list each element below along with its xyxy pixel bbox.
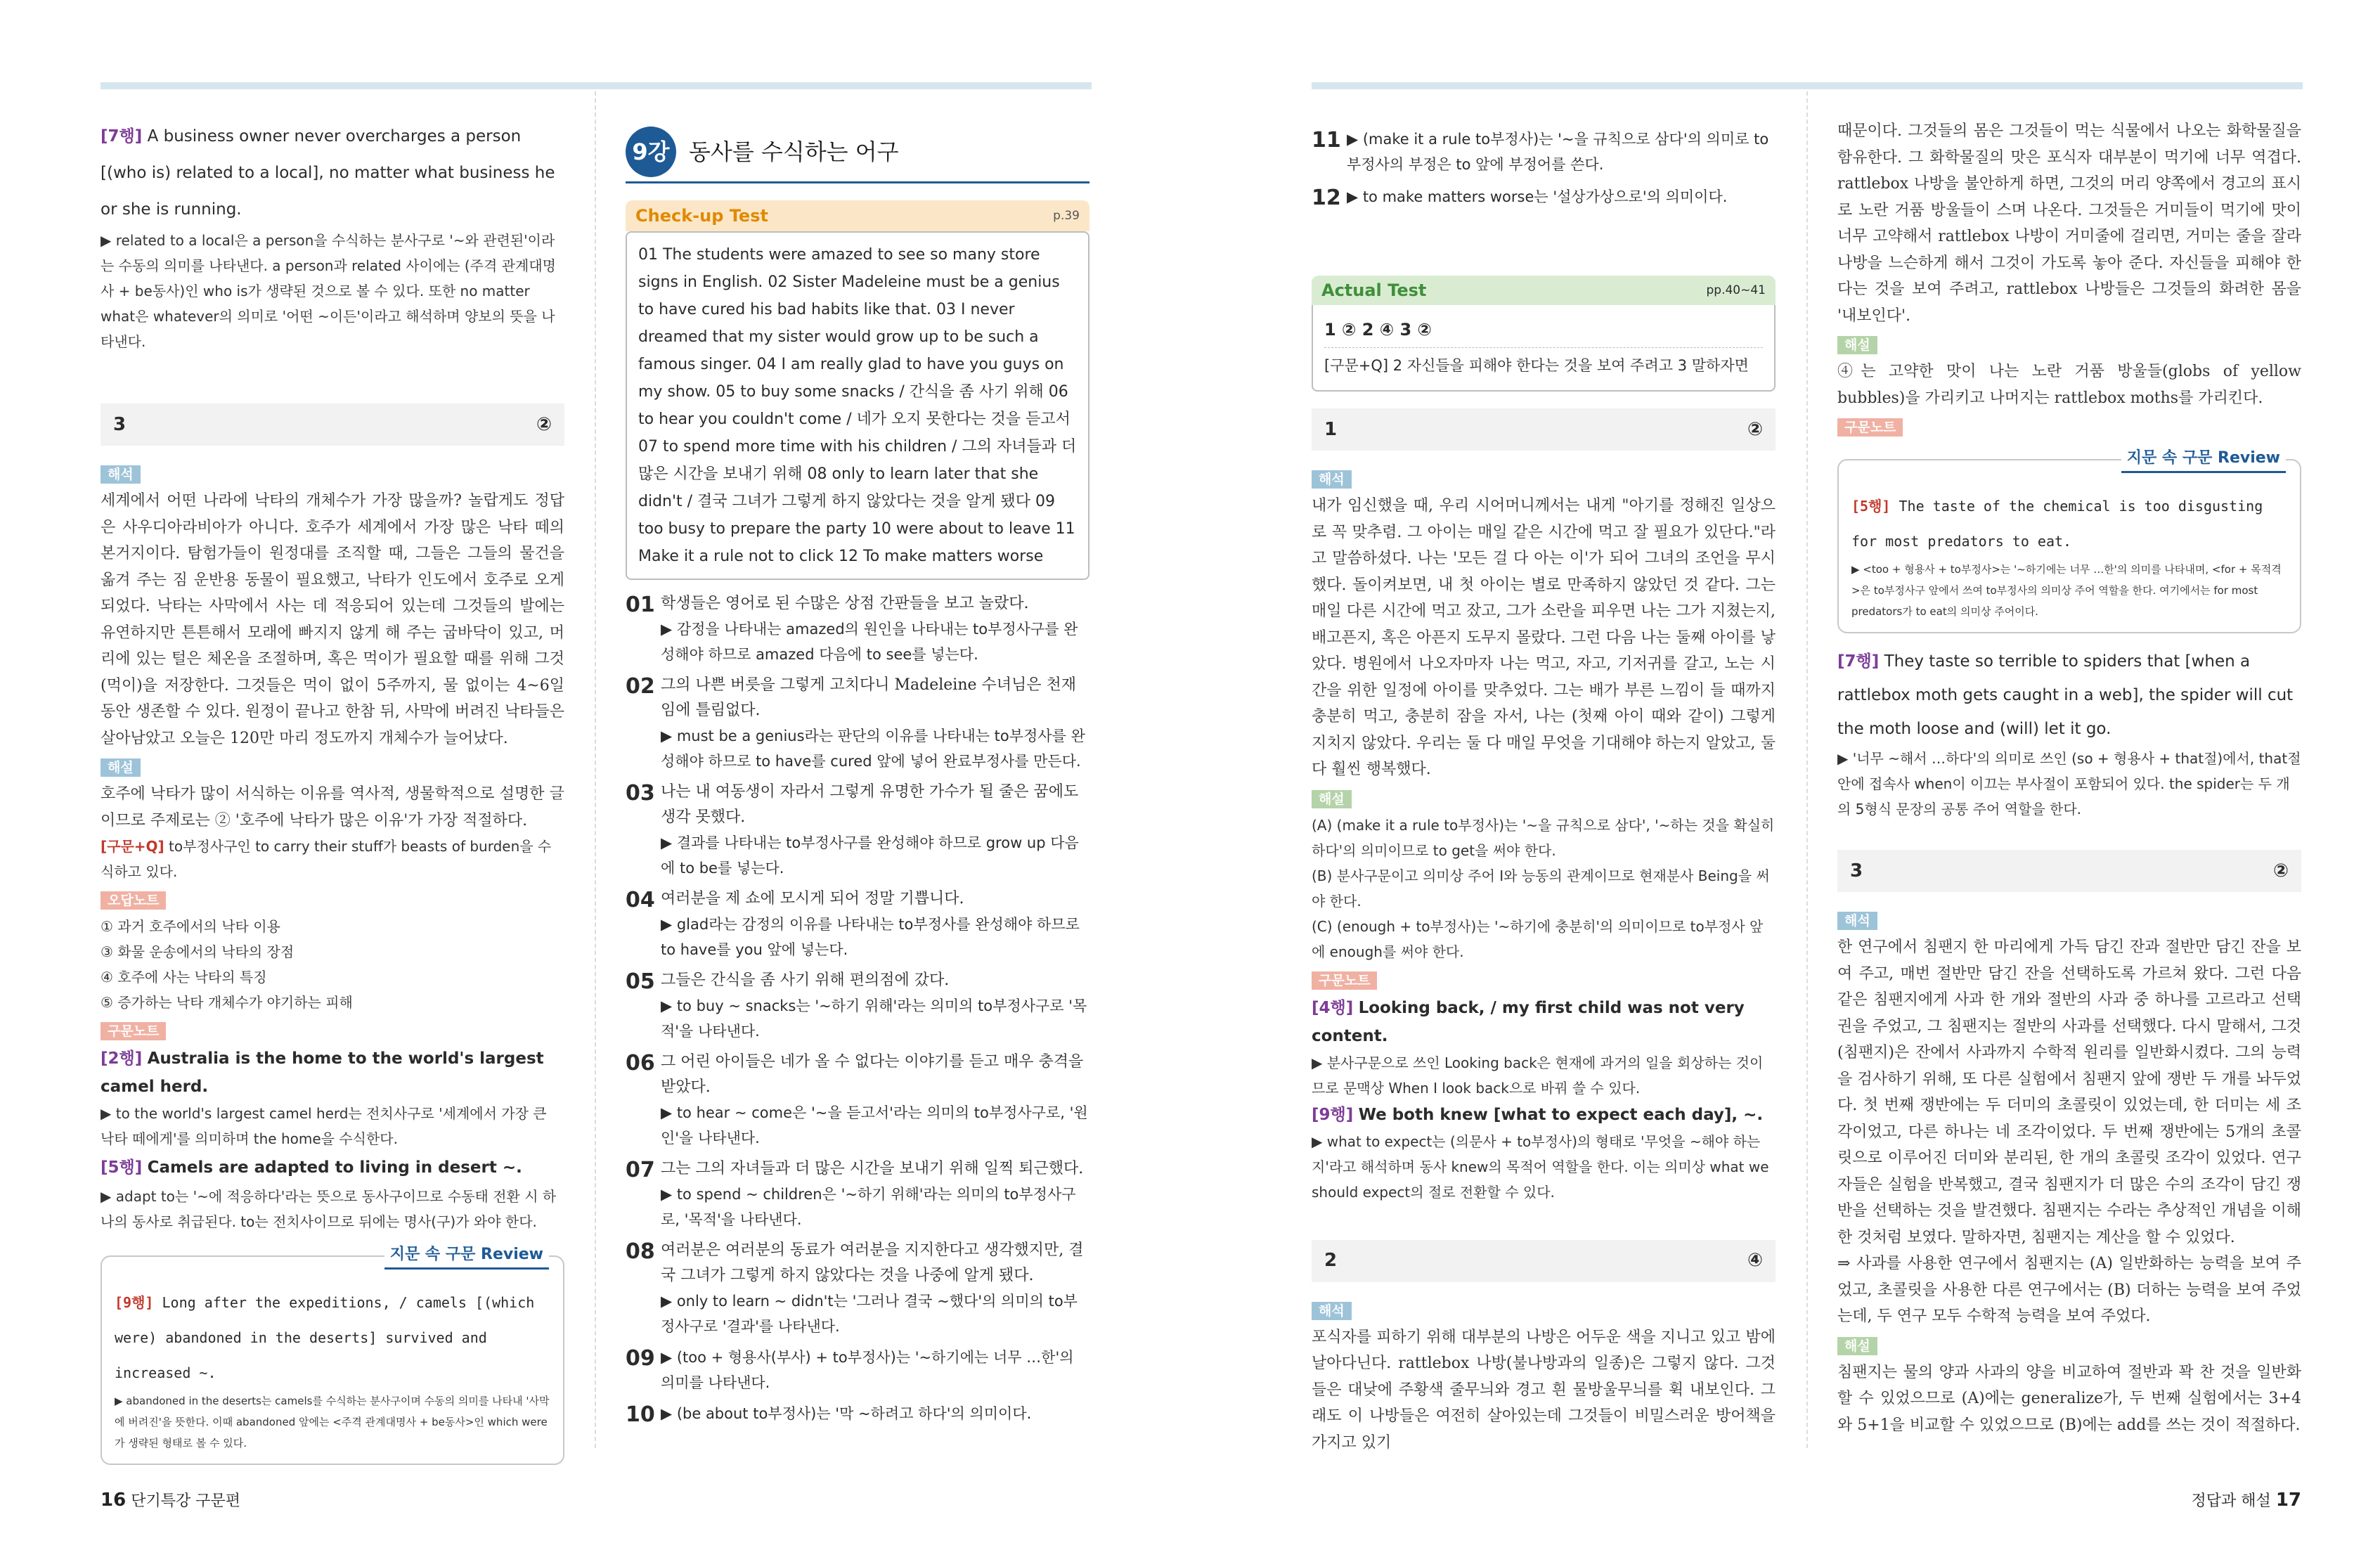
explain-tag: 해석 bbox=[1312, 1302, 1352, 1320]
item-translation: 그는 그의 자녀들과 더 많은 시간을 보내기 위해 일찍 퇴근했다. bbox=[661, 1160, 1084, 1177]
chapter-title: 동사를 수식하는 어구 bbox=[689, 138, 899, 165]
solve-tag: 해설 bbox=[101, 758, 141, 777]
review-note: ▶ <too + 형용사 + to부정사>는 '~하기에는 너무 …한'의 의미를 나타내며, <for + 목적격>은 to부정사구 앞에서 쓰여 to부정사의 의미상 주어 역할을 한다. 여기에서는 for most predators가 to eat의 의미상 주어이다. bbox=[1851, 563, 2282, 618]
checkup-page: p.39 bbox=[1053, 208, 1080, 223]
wrong-note-tag: 오답노트 bbox=[101, 891, 166, 910]
answer-items bbox=[626, 591, 1089, 1429]
column-divider bbox=[595, 91, 596, 1448]
gumun-note: ▶ adapt to는 '~에 적응하다'라는 뜻으로 동사구이므로 수동태 전환 시 하나의 동사로 취급된다. to는 전치사이므로 뒤에는 명사(구)가 와야 한다. bbox=[101, 1188, 557, 1230]
section-title: 정답과 해설 bbox=[2191, 1492, 2271, 1510]
answer-item bbox=[626, 1050, 1089, 1151]
solution: 침팬지는 물의 양과 사과의 양을 비교하여 절반과 꽉 찬 것을 일반화할 수 있었으므로 (A)에는 generalize가, 두 번째 실험에서는 3+4와 5+1을 비교할 수 있었으므로 (B)에는 add를 쓰는 것이 적절하다. bbox=[1837, 1363, 2301, 1434]
line-tag: [7행] bbox=[101, 127, 143, 146]
answer-item bbox=[626, 886, 1089, 962]
translation: 한 연구에서 침팬지 한 마리에게 가득 담긴 잔과 절반만 담긴 잔을 보여 주고, 매번 절반만 담긴 잔을 선택하도록 가르쳐 왔다. 그런 다음 같은 침팬지에게 사과 한 개와 절반의 사과 중 하나를 고르라고 선택권을 주었고, 그 침팬지는 절반의 사과를 선택했다. 다시 말해서, 그것(침팬지)은 잔에서 사과까지 수학적 원리를 일반화시켰다. 그의 능력을 검사하기 위해, 또 다른 실험에서 침팬지 앞에 쟁반 두 개를 놔두었다. 첫 번째 쟁반에는 두 더미의 초콜릿이 있었는데, 한 더미는 세 조각이었고, 다른 하나는 네 조각이었다. 두 번째 쟁반에는 5개의 초콜릿으로 이루어진 더미와 분리된, 한 개의 초콜릿 조각이 있었다. 연구자들은 실험을 반복했고, 결국 침팬지가 더 많은 수의 조각이 담긴 쟁반을 선택하는 것을 발견했다. 침팬지는 수라는 추상적인 개념을 이해한 것처럼 보였다. 말하자면, 침팬지는 계산을 할 수 있었다. bbox=[1837, 938, 2301, 1246]
solution: ④는 고약한 맛이 나는 노란 거품 방울들(globs of yellow bubbles)을 가리키고 나머지는 rattlebox moths를 가리킨다. bbox=[1837, 363, 2301, 407]
item-number: 09 bbox=[626, 1346, 655, 1371]
item-number: 06 bbox=[626, 1051, 655, 1076]
item-number: 10 bbox=[626, 1402, 655, 1427]
review-title: 지문 속 구문 Review bbox=[384, 1241, 549, 1270]
wrong-item: ① 과거 호주에서의 낙타 이용 bbox=[101, 918, 280, 935]
answer-item bbox=[626, 780, 1089, 881]
translation: 내가 임신했을 때, 우리 시어머니께서는 내게 "아기를 정해진 일상으로 꼭 맞추렴. 그 아이는 매일 같은 시간에 먹고 잘 필요가 있단다."라고 말씀하셨다. 나는 '모든 걸 다 아는 이'가 되어 그녀의 조언을 무시했다. 돌이켜보면, 내 첫 아이는 별로 만족하지 않았던 것 같다. 그는 매일 다른 시간에 먹고 잤고, 그가 소란을 피우면 나는 그가 지쳤는지, 배고픈지, 혹은 아픈지 도무지 몰랐다. 그런 다음 나는 둘째 아이를 낳았다. 병원에서 나오자마자 나는 먹고, 자고, 기저귀를 갈고, 노는 시간을 위한 일정에 아이를 맞추었다. 그는 배가 부른 느낌이 들 때까지 충분히 먹고, 충분히 잠을 자서, 나는 (첫째 아이 때와 같이) 그렇게 지치지 않았다. 우리는 둘 다 매일 무엇을 기대해야 하는지 알았고, 둘 다 훨씬 행복했다. bbox=[1312, 497, 1776, 778]
item-explanation: ▶ (be about to부정사)는 '막 ~하려고 하다'의 의미이다. bbox=[661, 1405, 1032, 1422]
column-1 bbox=[101, 118, 564, 1465]
item-translation: 그들은 간식을 좀 사기 위해 편의점에 갔다. bbox=[661, 971, 950, 989]
review-title: 지문 속 구문 Review bbox=[2121, 445, 2286, 473]
gumun-note: ▶ to the world's largest camel herd는 전치사구로 '세계에서 가장 큰 낙타 떼에게'를 의미하며 the home을 수식한다. bbox=[101, 1105, 547, 1147]
answer-item bbox=[626, 673, 1089, 774]
actual-answers-box bbox=[1312, 305, 1776, 392]
footer-right bbox=[2192, 1489, 2301, 1511]
solution: 호주에 낙타가 많이 서식하는 이유를 역사적, 생물학적으로 설명한 글이므로 주제로는 ② '호주에 낙타가 많은 이유'가 가장 적절하다. bbox=[101, 785, 564, 829]
gumun-sentence: [7행] They taste so terrible to spiders that [when a rattlebox moth gets caught in a web], the spider will cut the moth loose and (will) let it go. bbox=[1837, 652, 2294, 738]
item-number: 08 bbox=[626, 1239, 655, 1264]
answer-item: 11 ▶ (make it a rule to부정사)는 '~을 규칙으로 삼다'의 의미로 to부정사의 부정은 to 앞에 부정어를 쓴다. bbox=[1312, 128, 1769, 173]
checkup-title: Check-up Test bbox=[635, 205, 768, 226]
checkup-section bbox=[626, 200, 1089, 580]
gumun-sentence: [4행] Looking back, / my first child was not very content. bbox=[1312, 998, 1745, 1045]
item-number: 07 bbox=[626, 1158, 655, 1182]
item-translation: 그 어린 아이들은 네가 올 수 없다는 이야기를 듣고 매우 충격을 받았다. bbox=[661, 1053, 1084, 1096]
column-2 bbox=[626, 127, 1089, 1429]
page-number: 16 bbox=[101, 1490, 127, 1511]
chapter-header bbox=[626, 127, 1089, 183]
solve-tag: 해설 bbox=[1837, 336, 1877, 354]
gumun-q: [구문+Q] to부정사구인 to carry their stuff가 beasts of burden을 수식하고 있다. bbox=[101, 838, 552, 880]
answer-item bbox=[626, 968, 1089, 1044]
translation: 세계에서 어떤 나라에 낙타의 개체수가 가장 많을까? 놀랍게도 정답은 사우디아라비아가 아니다. 호주가 세계에서 가장 많은 낙타 떼의 본거지이다. 탐험가들이 원정대를 조직할 때, 그들은 그들의 물건을 옮겨 주는 짐 운반용 동물이 필요했고, 낙타가 인도에서 호주로 오게 되었다. 낙타는 사막에서 사는 데 적응되어 있는데 그것들의 발에는 유연하지만 튼튼해서 모래에 빠지지 않게 해 주는 굽바닥이 있고, 머리에 있는 털은 체온을 조절하며, 혹은 먹이가 필요할 때를 위해 그것(먹이)을 저장한다. 그것들은 먹이 없이 5주까지, 물 없이는 4~6일 동안 생존할 수 있다. 원정이 끝나고 한참 뒤, 사막에 버려진 낙타들은 살아남았고 오늘은 120만 마리 정도까지 개체수가 늘어났다. bbox=[101, 492, 564, 747]
page-number: 17 bbox=[2275, 1490, 2301, 1511]
item-translation: 그의 나쁜 버릇을 그렇게 고치다니 Madeleine 수녀님은 천재임에 틀림없다. bbox=[661, 676, 1077, 719]
translation: 포식자를 피하기 위해 대부분의 나방은 어두운 색을 지니고 있고 밤에 날아다닌다. rattlebox 나방(불나방과의 일종)은 그렇지 않다. 그것들은 대낮에 주황색 줄무늬와 경고 흰 물방울무늬를 휙 내보인다. 그래도 이 나방들은 여전히 살아있는데 그것들이 비밀스러운 방어책을 가지고 있기 bbox=[1312, 1328, 1776, 1452]
translation-continued: 때문이다. 그것들의 몸은 그것들이 먹는 식물에서 나오는 화학물질을 함유한다. 그 화학물질의 맛은 포식자 대부분이 먹기에 너무 역겹다. rattlebox 나방을 불안하게 하면, 그것의 머리 양쪽에서 경고의 표시로 노란 거품 방울들이 스며 나온다. 그것들은 거미들이 먹기에 맛이 너무 고약해서 rattlebox 나방이 거미줄에 걸리면, 거미는 줄을 잘라 나방을 느슨하게 해서 그것이 가도록 놓아 준다. 자신들을 피해야 한다는 것을 보여 주려고, rattlebox 나방들은 그것들의 화려한 몸을 '내보인다'. bbox=[1837, 122, 2301, 325]
sentence-block bbox=[101, 118, 564, 228]
item-number: 03 bbox=[626, 781, 655, 806]
explain-tag: 해석 bbox=[1837, 912, 1877, 930]
actual-gumun: [구문+Q] 2 자신들을 피해야 한다는 것을 보여 주려고 3 말하자면 bbox=[1324, 347, 1763, 383]
item-translation: 여러분을 제 쇼에 모시게 되어 정말 기쁩니다. bbox=[661, 890, 964, 908]
answer-item bbox=[626, 1238, 1089, 1339]
footer-left bbox=[101, 1489, 240, 1511]
item-number: 04 bbox=[626, 888, 655, 912]
book-title: 단기특강 구문편 bbox=[131, 1492, 240, 1510]
answer-item bbox=[626, 1156, 1089, 1232]
item-explanation: ▶ 결과를 나타내는 to부정사구를 완성해야 하므로 grow up 다음에 to be를 넣는다. bbox=[661, 834, 1079, 877]
summary: ⇒ 사과를 사용한 연구에서 침팬지는 (A) 일반화하는 능력을 보여 주었고, 초콜릿을 사용한 다른 연구에서는 (B) 더하는 능력을 보여 주었는데, 두 연구 모두 수학적 능력을 보여 주었다. bbox=[1837, 1255, 2301, 1325]
item-number: 02 bbox=[626, 674, 655, 699]
solve-tag: 해설 bbox=[1837, 1337, 1877, 1355]
question-header bbox=[101, 403, 564, 446]
gumun-note-tag: 구문노트 bbox=[1837, 418, 1903, 437]
gumun-note-tag: 구문노트 bbox=[1312, 971, 1377, 990]
review-sentence: [9행] Long after the expeditions, / camels [(which were) abandoned in the deserts] survived and increased ~. bbox=[115, 1294, 535, 1381]
wrong-note-list bbox=[101, 914, 564, 1015]
item-translation: 학생들은 영어로 된 수많은 상점 간판들을 보고 놀랐다. bbox=[661, 595, 1029, 612]
top-bar-right bbox=[1312, 82, 2303, 89]
solution: (A) (make it a rule to부정사)는 '~을 규칙으로 삼다', '~하는 것을 확실히 하다'의 의미이므로 to get을 써야 한다. (B) 분사구문이고 의미상 주어 I와 능동의 관계이므로 현재분사 Being을 써야 한다. (C) (enough + to부정사)는 '~하기에 충분히'의 의미이므로 to부정사 앞에 enough를 써야 한다. bbox=[1312, 816, 1775, 960]
item-explanation: ▶ glad라는 감정의 이유를 나타내는 to부정사를 완성해야 하므로 to have를 you 앞에 넣는다. bbox=[661, 916, 1080, 958]
actual-header bbox=[1312, 276, 1776, 305]
sentence-note: ▶ related to a local은 a person을 수식하는 분사구로 '~와 관련된'이라는 수동의 의미를 나타낸다. a person과 related 사이에는 (주격 관계대명사 + be동사)인 who is가 생략된 것으로 볼 수 있다. 또한 no matter what은 whatever의 의미로 '어떤 ~이든'이라고 해석하며 양보의 뜻을 나타낸다. bbox=[101, 232, 556, 350]
answer-item bbox=[626, 1345, 1089, 1395]
gumun-sentence: [5행] Camels are adapted to living in desert ~. bbox=[101, 1158, 522, 1177]
actual-test-section bbox=[1312, 276, 1776, 392]
top-bar-left bbox=[101, 82, 1092, 89]
item-explanation: ▶ to hear ~ come은 '~을 듣고서'라는 의미의 to부정사구로, '원인'을 나타낸다. bbox=[661, 1104, 1088, 1147]
gumun-note: ▶ what to expect는 (의문사 + to부정사)의 형태로 '무엇을 ~해야 하는지'라고 해석하며 동사 knew의 목적어 역할을 한다. 이는 의미상 what we should expect의 절로 전환할 수 있다. bbox=[1312, 1132, 1769, 1201]
answer-item bbox=[626, 1401, 1089, 1429]
item-number: 05 bbox=[626, 969, 655, 994]
gumun-note: ▶ '너무 ~해서 …하다'의 의미로 쓰인 (so + 형용사 + that절)에서, that절 안에 접속사 when이 이끄는 부사절이 포함되어 있다. the spider는 두 개의 5형식 문장의 공통 주어 역할을 한다. bbox=[1837, 750, 2301, 818]
item-explanation: ▶ must be a genius라는 판단의 이유를 나타내는 to부정사를 완성해야 하므로 to have를 cured 앞에 넣어 완료부정사를 만든다. bbox=[661, 728, 1085, 770]
item-explanation: ▶ (too + 형용사(부사) + to부정사)는 '~하기에는 너무 …한'의 의미를 나타낸다. bbox=[661, 1349, 1074, 1391]
wrong-item: ③ 화물 운송에서의 낙타의 장점 bbox=[101, 943, 295, 960]
chapter-badge: 9강 bbox=[626, 127, 676, 177]
question-header: 3 ② bbox=[1837, 850, 2301, 892]
question-number: 3 bbox=[113, 413, 127, 435]
column-divider bbox=[1806, 91, 1808, 1448]
item-explanation: ▶ to spend ~ children은 '~하기 위해'라는 의미의 to부정사구로, '목적'을 나타낸다. bbox=[661, 1186, 1076, 1228]
example-sentence: A business owner never overcharges a person [(who is) related to a local], no matter what business he or she is running. bbox=[101, 127, 555, 219]
explain-tag: 해석 bbox=[1312, 470, 1352, 489]
column-4 bbox=[1837, 118, 2301, 1438]
question-answer: ② bbox=[536, 413, 552, 435]
review-box bbox=[101, 1246, 564, 1465]
checkup-header bbox=[626, 200, 1089, 231]
answer-item: 12 ▶ to make matters worse는 '설상가상으로'의 의미이다. bbox=[1312, 186, 1728, 210]
gumun-note-tag: 구문노트 bbox=[101, 1022, 166, 1040]
item-translation: 나는 내 여동생이 자라서 그렇게 유명한 가수가 될 줄은 꿈에도 생각 못했다. bbox=[661, 783, 1079, 826]
review-box bbox=[1837, 449, 2301, 633]
gumun-sentence: [2행] Australia is the home to the world's largest camel herd. bbox=[101, 1050, 544, 1096]
gumun-sentence: [9행] We both knew [what to expect each day], ~. bbox=[1312, 1105, 1764, 1124]
column-3 bbox=[1312, 127, 1776, 1456]
review-sentence: [5행] The taste of the chemical is too disgusting for most predators to eat. bbox=[1851, 498, 2263, 550]
item-translation: 여러분은 여러분의 동료가 여러분을 지지한다고 생각했지만, 결국 그녀가 그렇게 하지 않았다는 것을 나중에 알게 됐다. bbox=[661, 1241, 1084, 1284]
actual-title: Actual Test bbox=[1321, 280, 1427, 300]
solve-tag: 해설 bbox=[1312, 790, 1352, 808]
review-note: ▶ abandoned in the deserts는 camels를 수식하는 분사구이며 수동의 의미를 나타내 '사막에 버려진'을 뜻한다. 이때 abandoned 앞에는 <주격 관계대명사 + be동사>인 which were가 생략된 형태로 볼 수 있다. bbox=[115, 1395, 550, 1449]
item-number: 01 bbox=[626, 593, 655, 617]
wrong-item: ⑤ 증가하는 낙타 개체수가 야기하는 피해 bbox=[101, 994, 353, 1011]
actual-answers: 1 ② 2 ④ 3 ② bbox=[1324, 320, 1432, 340]
question-header: 2 ④ bbox=[1312, 1240, 1776, 1282]
checkup-answers: 01 The students were amazed to see so many store signs in English. 02 Sister Madeleine must be a genius to have cured his bad habits like that. 03 I never dreamed that my sister would grow up to be such a famous singer. 04 I am really glad to have you guys on my show. 05 to buy some snacks / 간식을 좀 사기 위해 06 to hear you couldn't come / 네가 오지 못한다는 것을 듣고서 07 to spend more time with his children / 그의 자녀들과 더 많은 시간을 보내기 위해 08 only to learn later that she didn't / 결국 그녀가 그렇게 하지 않았다는 것을 알게 됐다 09 too busy to prepare the party 10 were about to leave 11 Make it a rule not to click 12 To make matters worse bbox=[626, 231, 1089, 580]
item-explanation: ▶ only to learn ~ didn't는 '그러나 결국 ~했다'의 의미의 to부정사구로 '결과'를 나타낸다. bbox=[661, 1293, 1078, 1335]
explain-tag: 해석 bbox=[101, 465, 141, 484]
gumun-note: ▶ 분사구문으로 쓰인 Looking back은 현재에 과거의 일을 회상하는 것이므로 문맥상 When I look back으로 바꿔 쓸 수 있다. bbox=[1312, 1054, 1764, 1097]
item-explanation: ▶ 감정을 나타내는 amazed의 원인을 나타내는 to부정사구를 완성해야 하므로 amazed 다음에 to see를 넣는다. bbox=[661, 621, 1078, 663]
wrong-item: ④ 호주에 사는 낙타의 특징 bbox=[101, 969, 267, 986]
question-header: 1 ② bbox=[1312, 408, 1776, 451]
item-explanation: ▶ to buy ~ snacks는 '~하기 위해'라는 의미의 to부정사구로 '목적'을 나타낸다. bbox=[661, 997, 1087, 1040]
actual-page: pp.40~41 bbox=[1706, 283, 1766, 297]
answer-item bbox=[626, 591, 1089, 667]
